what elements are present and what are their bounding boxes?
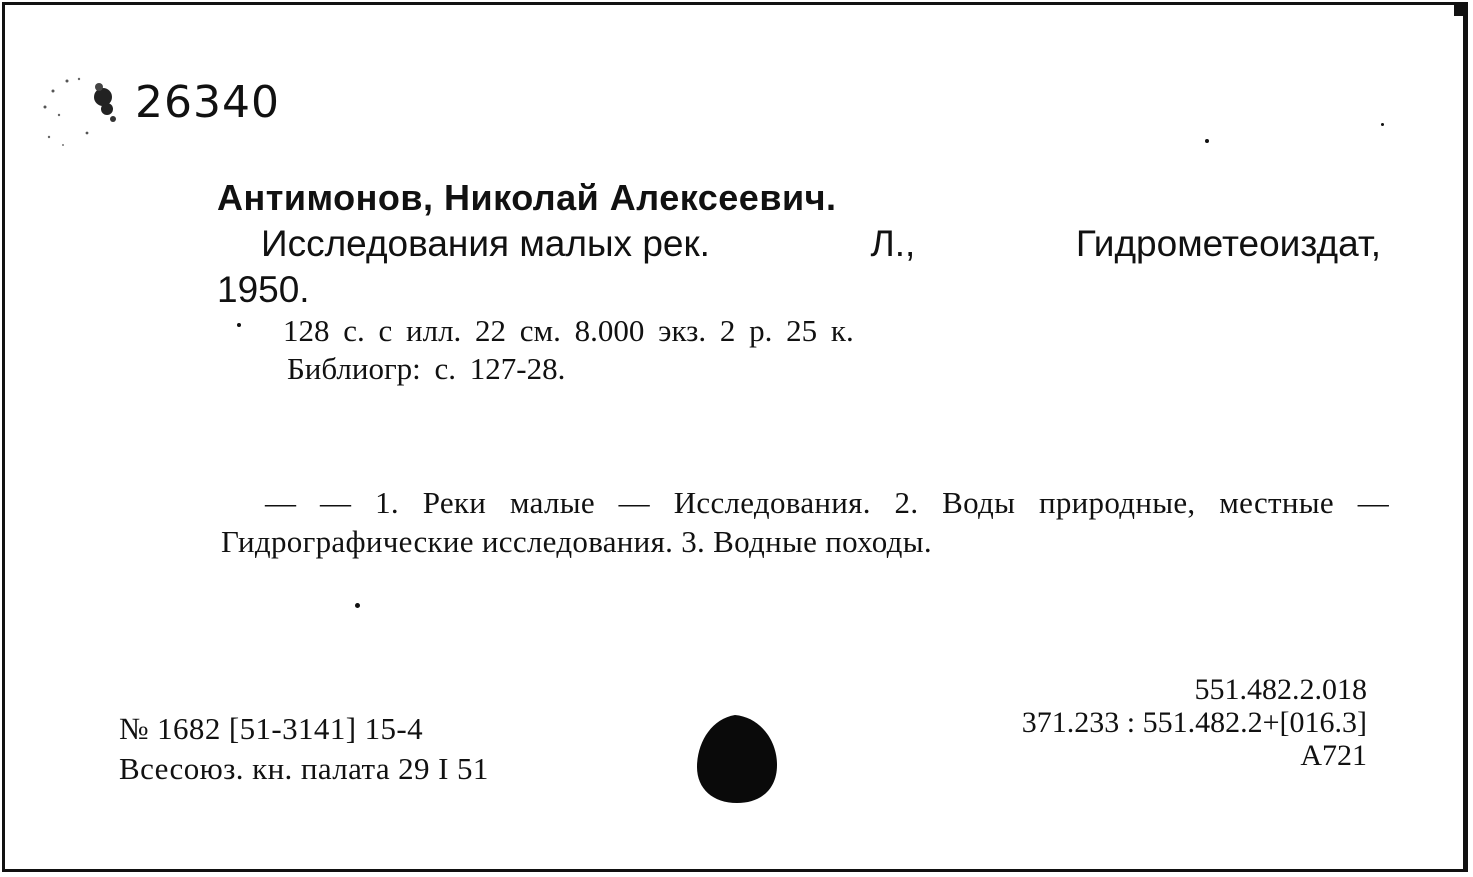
book-title: Исследования малых рек. xyxy=(261,223,710,264)
catalog-card xyxy=(2,2,1468,872)
card-number-line: № 1682 [51-3141] 15-4 xyxy=(119,711,424,746)
udc-number: 551.482.2.018 xyxy=(1194,673,1367,706)
publication-place: Л., xyxy=(870,223,916,264)
collation-line: 128 с. с илл. 22 см. 8.000 экз. 2 р. 25 к. xyxy=(283,313,854,348)
bibliography-note: Библиогр: с. 127-28. xyxy=(287,351,566,386)
publisher: Гидрометеоиздат, xyxy=(1075,223,1381,264)
card-corner-mark xyxy=(1454,2,1468,16)
ink-smudge-mark xyxy=(33,67,123,153)
speck-mark xyxy=(237,323,241,327)
card-imprint-footer xyxy=(119,709,489,789)
punch-hole-mark xyxy=(695,713,779,805)
udc-secondary: 371.233 : 551.482.2+[016.3] xyxy=(1021,706,1367,739)
author-heading: Антимонов, Николай Алексеевич. xyxy=(217,177,837,218)
author-mark: А721 xyxy=(1300,739,1367,772)
speck-mark xyxy=(1381,123,1384,126)
title-imprint-line xyxy=(261,223,1381,265)
speck-mark xyxy=(355,603,360,608)
subject-headings: — — 1. Реки малые — Исследования. 2. Воды природные, местные — Гидрографические исследования. 3. Водные походы. xyxy=(221,485,1389,559)
speck-mark xyxy=(1205,139,1209,143)
publication-year: 1950. xyxy=(217,269,310,310)
accession-number: 26340 xyxy=(135,77,280,128)
classification-block xyxy=(1022,673,1367,772)
chamber-line: Всесоюз. кн. палата 29 I 51 xyxy=(119,751,489,786)
